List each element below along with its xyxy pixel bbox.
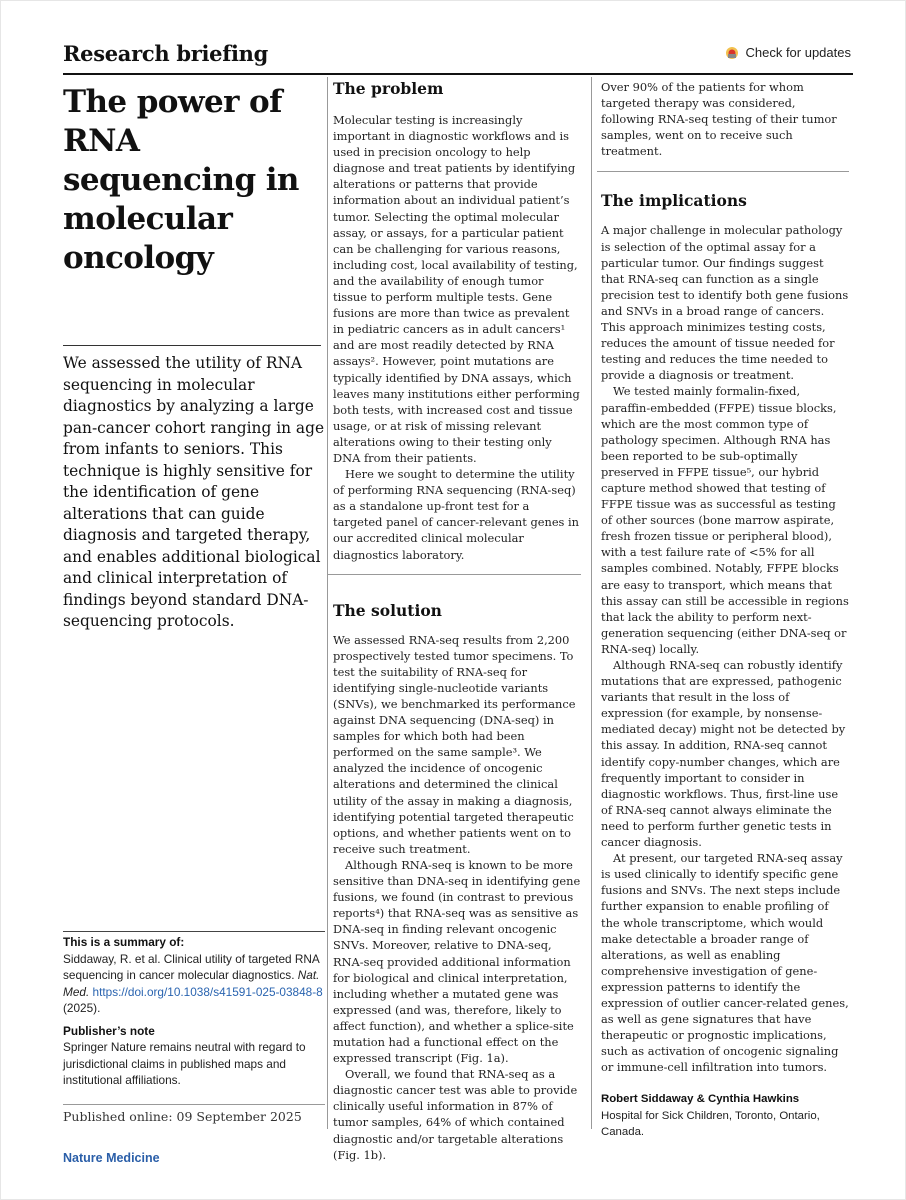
page-header — [63, 39, 853, 75]
summary-citation — [63, 951, 325, 1017]
problem-heading: The problem — [333, 79, 444, 98]
summary-rule — [63, 931, 325, 932]
right-column — [601, 79, 849, 1140]
title-divider — [63, 345, 321, 346]
published-online: Published online: 09 September 2025 — [63, 1109, 302, 1124]
publishers-note-heading: Publisher’s note — [63, 1023, 155, 1038]
author-affiliation: Hospital for Sick Children, Toronto, Ontario, Canada. — [601, 1109, 820, 1138]
citation-year: (2025). — [63, 1001, 101, 1015]
publishers-note-text: Springer Nature remains neutral with regard to jurisdictional claims in published maps and institutional affiliations. — [63, 1040, 306, 1087]
middle-column — [333, 79, 581, 1163]
results-paragraph: Over 90% of the patients for whom targeted therapy was considered, following RNA-seq testing of their tumor samples, went on to receive such treatment. — [601, 80, 837, 159]
check-updates-label: Check for updates — [745, 45, 851, 60]
implications-paragraph-3: Although RNA-seq can robustly identify mutations that are expressed, pathogenic variants that result in the loss of expression (for example, by nonsense-mediated decay) might not be detected by this assay. In addition, RNA-seq cannot identify copy-number changes, which are frequently important to consider in diagnostic workflows. Thus, first-line use of RNA-seq cannot always eliminate the need to perform further genetic tests in cancer diagnosis. — [601, 658, 846, 850]
implications-paragraph-2: We tested mainly formalin-fixed, paraffin-embedded (FFPE) tissue blocks, which are the most common type of pathology specimen. Although RNA has been reported to be sub-optimally preserved in FFPE tissue⁵, our hybrid capture method showed that testing of FFPE tissue was as successful as testing of other sources (bone marrow aspirate, fresh frozen tissue or peripheral blood), with a test failure rate of <5% for all samples combined. Notably, FFPE blocks are easy to transport, which means that this assay can still be accessible in regions that lack the ability to perform next-generation sequencing (either DNA-seq or RNA-seq) locally. — [601, 384, 849, 656]
check-for-updates-button[interactable] — [725, 45, 851, 60]
section-label: Research briefing — [63, 41, 268, 66]
solution-paragraph-2: Although RNA-seq is known to be more sensitive than DNA-seq in identifying gene fusions, we found (in contrast to previous reports⁴) that RNA-seq was as sensitive as DNA-seq in finding relevant oncogenic SNVs. Moreover, relative to DNA-seq, RNA-seq provided additional information for biological and clinical interpretation, including whether a mutated gene was expressed (and was, therefore, likely to affect function), and whether a splice-site mutation had a functional effect on the expressed transcript (Fig. 1a). — [333, 857, 581, 1066]
abstract: We assessed the utility of RNA sequencing in molecular diagnostics by analyzing a large pan-cancer cohort ranging in age from infants to seniors. This technique is highly sensitive for the identification of gene alterations that can guide diagnosis and targeted therapy, and enables additional biological and clinical interpretation of findings beyond standard DNA-sequencing protocols. — [63, 354, 325, 630]
column-divider-left — [327, 77, 328, 1129]
implications-paragraph-4: At present, our targeted RNA-seq assay is used clinically to identify specific gene fusions and SNVs. The next steps include further expansion to enable profiling of the whole transcriptome, which would make detectable a broader range of alterations, as well as enabling comprehensive investigation of gene-expression patterns to identify the expression of outlier cancer-related genes, as well as gene signatures that have therapeutic or prognostic implications, such as activation of oncogenic signaling or immune-cell infiltration into tumors. — [601, 851, 849, 1075]
citation-journal: Nat. Med. — [63, 968, 320, 999]
implications-heading: The implications — [601, 191, 747, 211]
author-block — [601, 1091, 849, 1139]
left-column — [63, 83, 323, 278]
implications-paragraph-1: A major challenge in molecular pathology is selection of the optimal assay for a particular tumor. Our findings suggest that RNA-seq can function as a single precision test to identify both gene fusions and SNVs in a broad range of cancers. This approach minimizes testing costs, reduces the amount of tissue needed for testing and reduces the time needed to provide a diagnosis or treatment. — [601, 223, 849, 383]
implications-divider — [597, 171, 849, 172]
check-updates-icon — [725, 46, 739, 60]
solution-heading: The solution — [333, 600, 442, 620]
summary-heading: This is a summary of: — [63, 935, 185, 949]
published-rule — [63, 1104, 325, 1105]
solution-paragraph-1: We assessed RNA-seq results from 2,200 prospectively tested tumor specimens. To test the suitability of RNA-seq for identifying single-nucleotide variants (SNVs), we benchmarked its performance against DNA sequencing (DNA-seq) in samples for which both had been performed on the same sample³. We analyzed the incidence of oncogenic alterations and determined the clinical utility of the assay in making a diagnosis, identifying potential targeted therapeutic options, and whether patients went on to receive such treatment. — [333, 632, 576, 856]
journal-footer-link[interactable]: Nature Medicine — [63, 1151, 160, 1165]
article-title: The power of RNA sequencing in molecular oncology — [63, 84, 299, 276]
problem-divider — [327, 574, 581, 575]
solution-paragraph-3: Overall, we found that RNA-seq as a diagnostic cancer test was able to provide clinically useful information in 87% of tumor samples, 64% of which contained diagnostic and/or targetable alterations (Fig. 1b). — [333, 1067, 578, 1162]
column-divider-right — [591, 77, 592, 1129]
header-rule — [63, 73, 853, 75]
doi-link[interactable]: https://doi.org/10.1038/s41591-025-03848-8 — [92, 984, 323, 999]
summary-box — [63, 931, 325, 1089]
problem-paragraph-2: Here we sought to determine the utility of performing RNA sequencing (RNA-seq) as a standalone up-front test for a targeted panel of cancer-relevant genes in our accredited clinical molecular diagnostics laboratory. — [333, 467, 579, 562]
problem-paragraph-1: Molecular testing is increasingly important in diagnostic workflows and is used in precision oncology to help diagnose and treat patients by identifying alterations or patterns that provide information about an individual patient’s tumor. Selecting the optimal molecular assay, or assays, for a particular patient can be challenging for various reasons, including cost, local availability of testing, and the availability of enough tumor tissue to perform multiple tests. Gene fusions are more than twice as prevalent in pediatric cancers as in adult cancers¹ and are most readily detected by RNA assays². However, point mutations are typically identified by DNA assays, which leaves many institutions either performing both tests, with increased cost and tissue usage, or at risk of missing relevant alterations owing to their testing only DNA from their patients. — [333, 113, 580, 465]
citation-text: Siddaway, R. et al. Clinical utility of targeted RNA sequencing in cancer molecular diagnostics. — [63, 951, 320, 982]
author-names: Robert Siddaway & Cynthia Hawkins — [601, 1093, 800, 1106]
